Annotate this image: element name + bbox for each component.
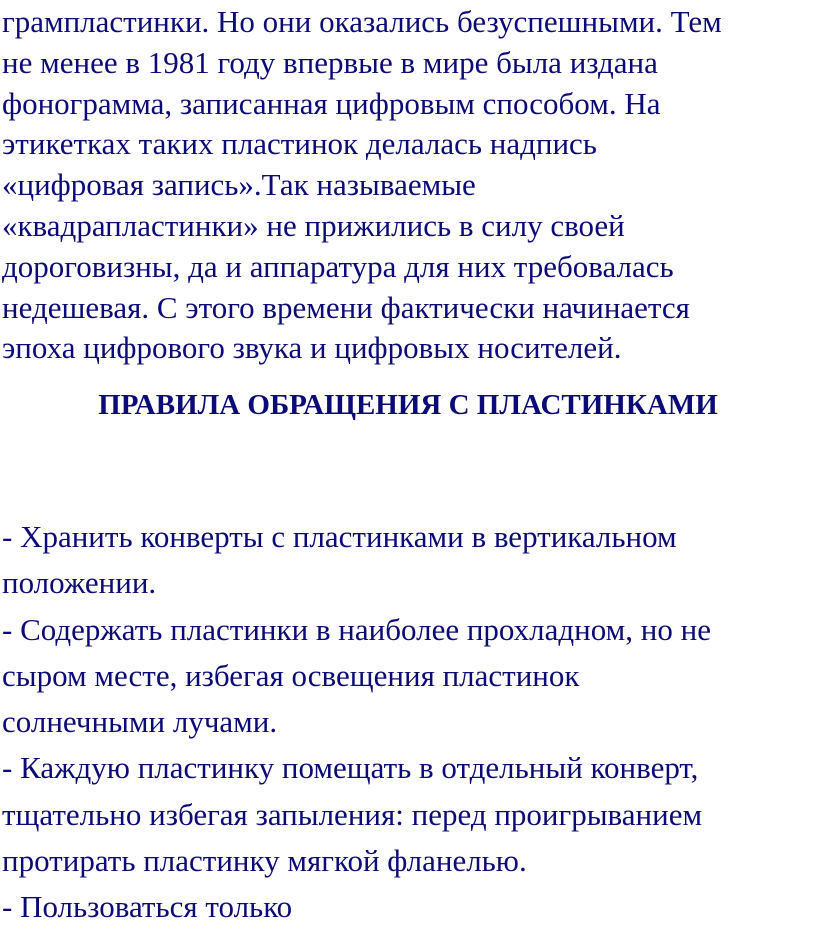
rule-line: тщательно избегая запыления: перед проигрыванием	[2, 796, 703, 832]
intro-line: недешевая. С этого времени фактически начинается	[2, 289, 690, 325]
rule-line: - Хранить конверты с пластинками в вертикальном	[2, 519, 677, 554]
rule-line: протирать пластинку мягкой фланелью.	[2, 843, 527, 879]
rule-line: сыром месте, избегая освещения пластинок	[2, 657, 580, 693]
intro-line: этикетках таких пластинок делалась надпись	[2, 126, 597, 162]
rule-line: солнечными лучами.	[2, 704, 278, 740]
intro-line: «квадрапластинки» не прижились в силу своей	[2, 207, 625, 243]
intro-line: дороговизны, да и аппаратура для них требовалась	[2, 248, 674, 284]
intro-line: «цифровая запись».Так называемые	[2, 167, 476, 203]
intro-line: фонограмма, записанная цифровым способом. На	[2, 85, 661, 121]
rule-line: - Каждую пластинку помещать в отдельный конверт,	[2, 750, 699, 786]
rules-list	[2, 514, 814, 931]
intro-line: грампластинки. Но они оказались безуспешными. Тем	[2, 4, 722, 39]
rule-line: положении.	[2, 565, 157, 601]
rule-line: - Пользоваться только	[2, 889, 293, 925]
rule-line: - Содержать пластинки в наиболее прохладном, но не	[2, 611, 711, 647]
intro-paragraph	[2, 2, 814, 369]
intro-line: эпоха цифрового звука и цифровых носителей.	[2, 330, 622, 366]
section-heading: ПРАВИЛА ОБРАЩЕНИЯ С ПЛАСТИНКАМИ	[98, 389, 718, 421]
intro-line: не менее в 1981 году впервые в мире была издана	[2, 44, 658, 80]
